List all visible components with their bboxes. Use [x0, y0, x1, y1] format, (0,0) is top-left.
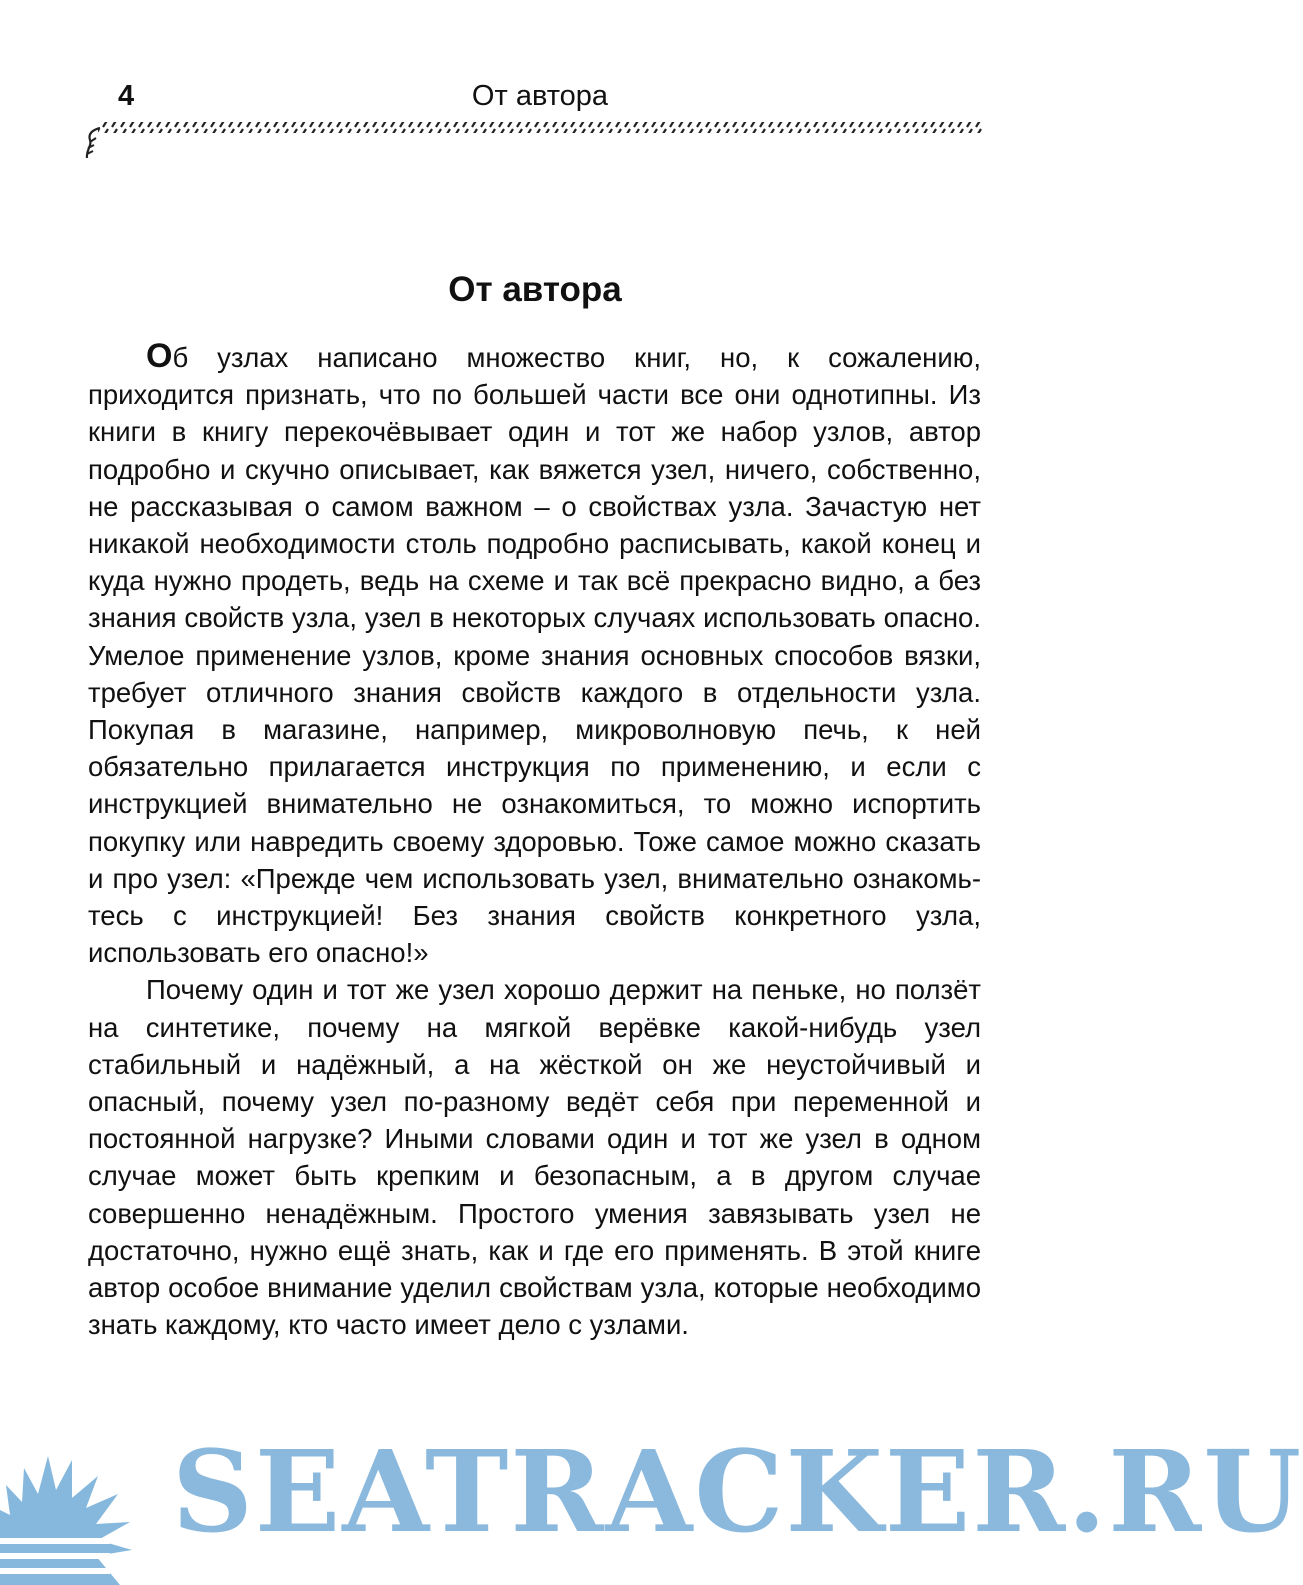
paragraph-1 — [88, 338, 981, 971]
running-title: От автора — [471, 80, 609, 112]
drop-cap: О — [146, 337, 173, 375]
rope-divider-icon — [84, 118, 984, 168]
body-text — [88, 338, 981, 1343]
paragraph-2: Почему один и тот же узел хорошо держит на пеньке, но ползёт на синтетике, почему на мягкой верёвке какой-нибудь узел стабильный и надёжный, а на жёсткой он же неустойчивый и опасный, почему узел по-разному ведёт себя при переменной и постоянной нагрузке? Иными словами один и тот же узел в одном случае может быть крепким и безопасным, а в другом случае совершенно ненадёжным. Простого умения завязывать узел не достаточно, нужно ещё знать, как и где его применять. В этой книге автор особое внимание уделил свойствам узла, которые необходимо знать каждому, кто часто имеет дело с узлами. — [88, 974, 981, 1341]
watermark-text: SEATRACKER.RU — [172, 1427, 1303, 1558]
paragraph-1-text: б узлах написано множество книг, но, к сожалению, приходится признать, что по большей части все они однотипны. Из книги в книгу перекочёвывает один и тот же набор узлов, автор подробно и скучно описывает, как вяжется узел, ничего, собственно, не рассказывая о самом важном – о свойствах узла. Зачастую нет никакой необходимости столь подробно расписывать, какой конец и куда нужно продеть, ведь на схеме и так всё прекрасно видно, а без знания свойств узла, узел в некоторых случаях использовать опасно. Умелое применение узлов, кроме знания основных способов вязки, требует отличного знания свойств каждого в отдельности узла. Покупая в магазине, например, микроволновую печь, к ней обязательно прилагается инструкция по применению, и если с инструкцией внимательно не ознакомиться, то можно испортить покупку или навредить своему здоровью. Тоже самое можно сказать и про узел: «Прежде чем использовать узел, внимательно ознакомьтесь с инструкцией! Без знания свойств конкретного узла, использовать его опасно!» — [88, 342, 981, 969]
chapter-title: От автора — [448, 270, 622, 310]
page-number: 4 — [118, 80, 135, 112]
